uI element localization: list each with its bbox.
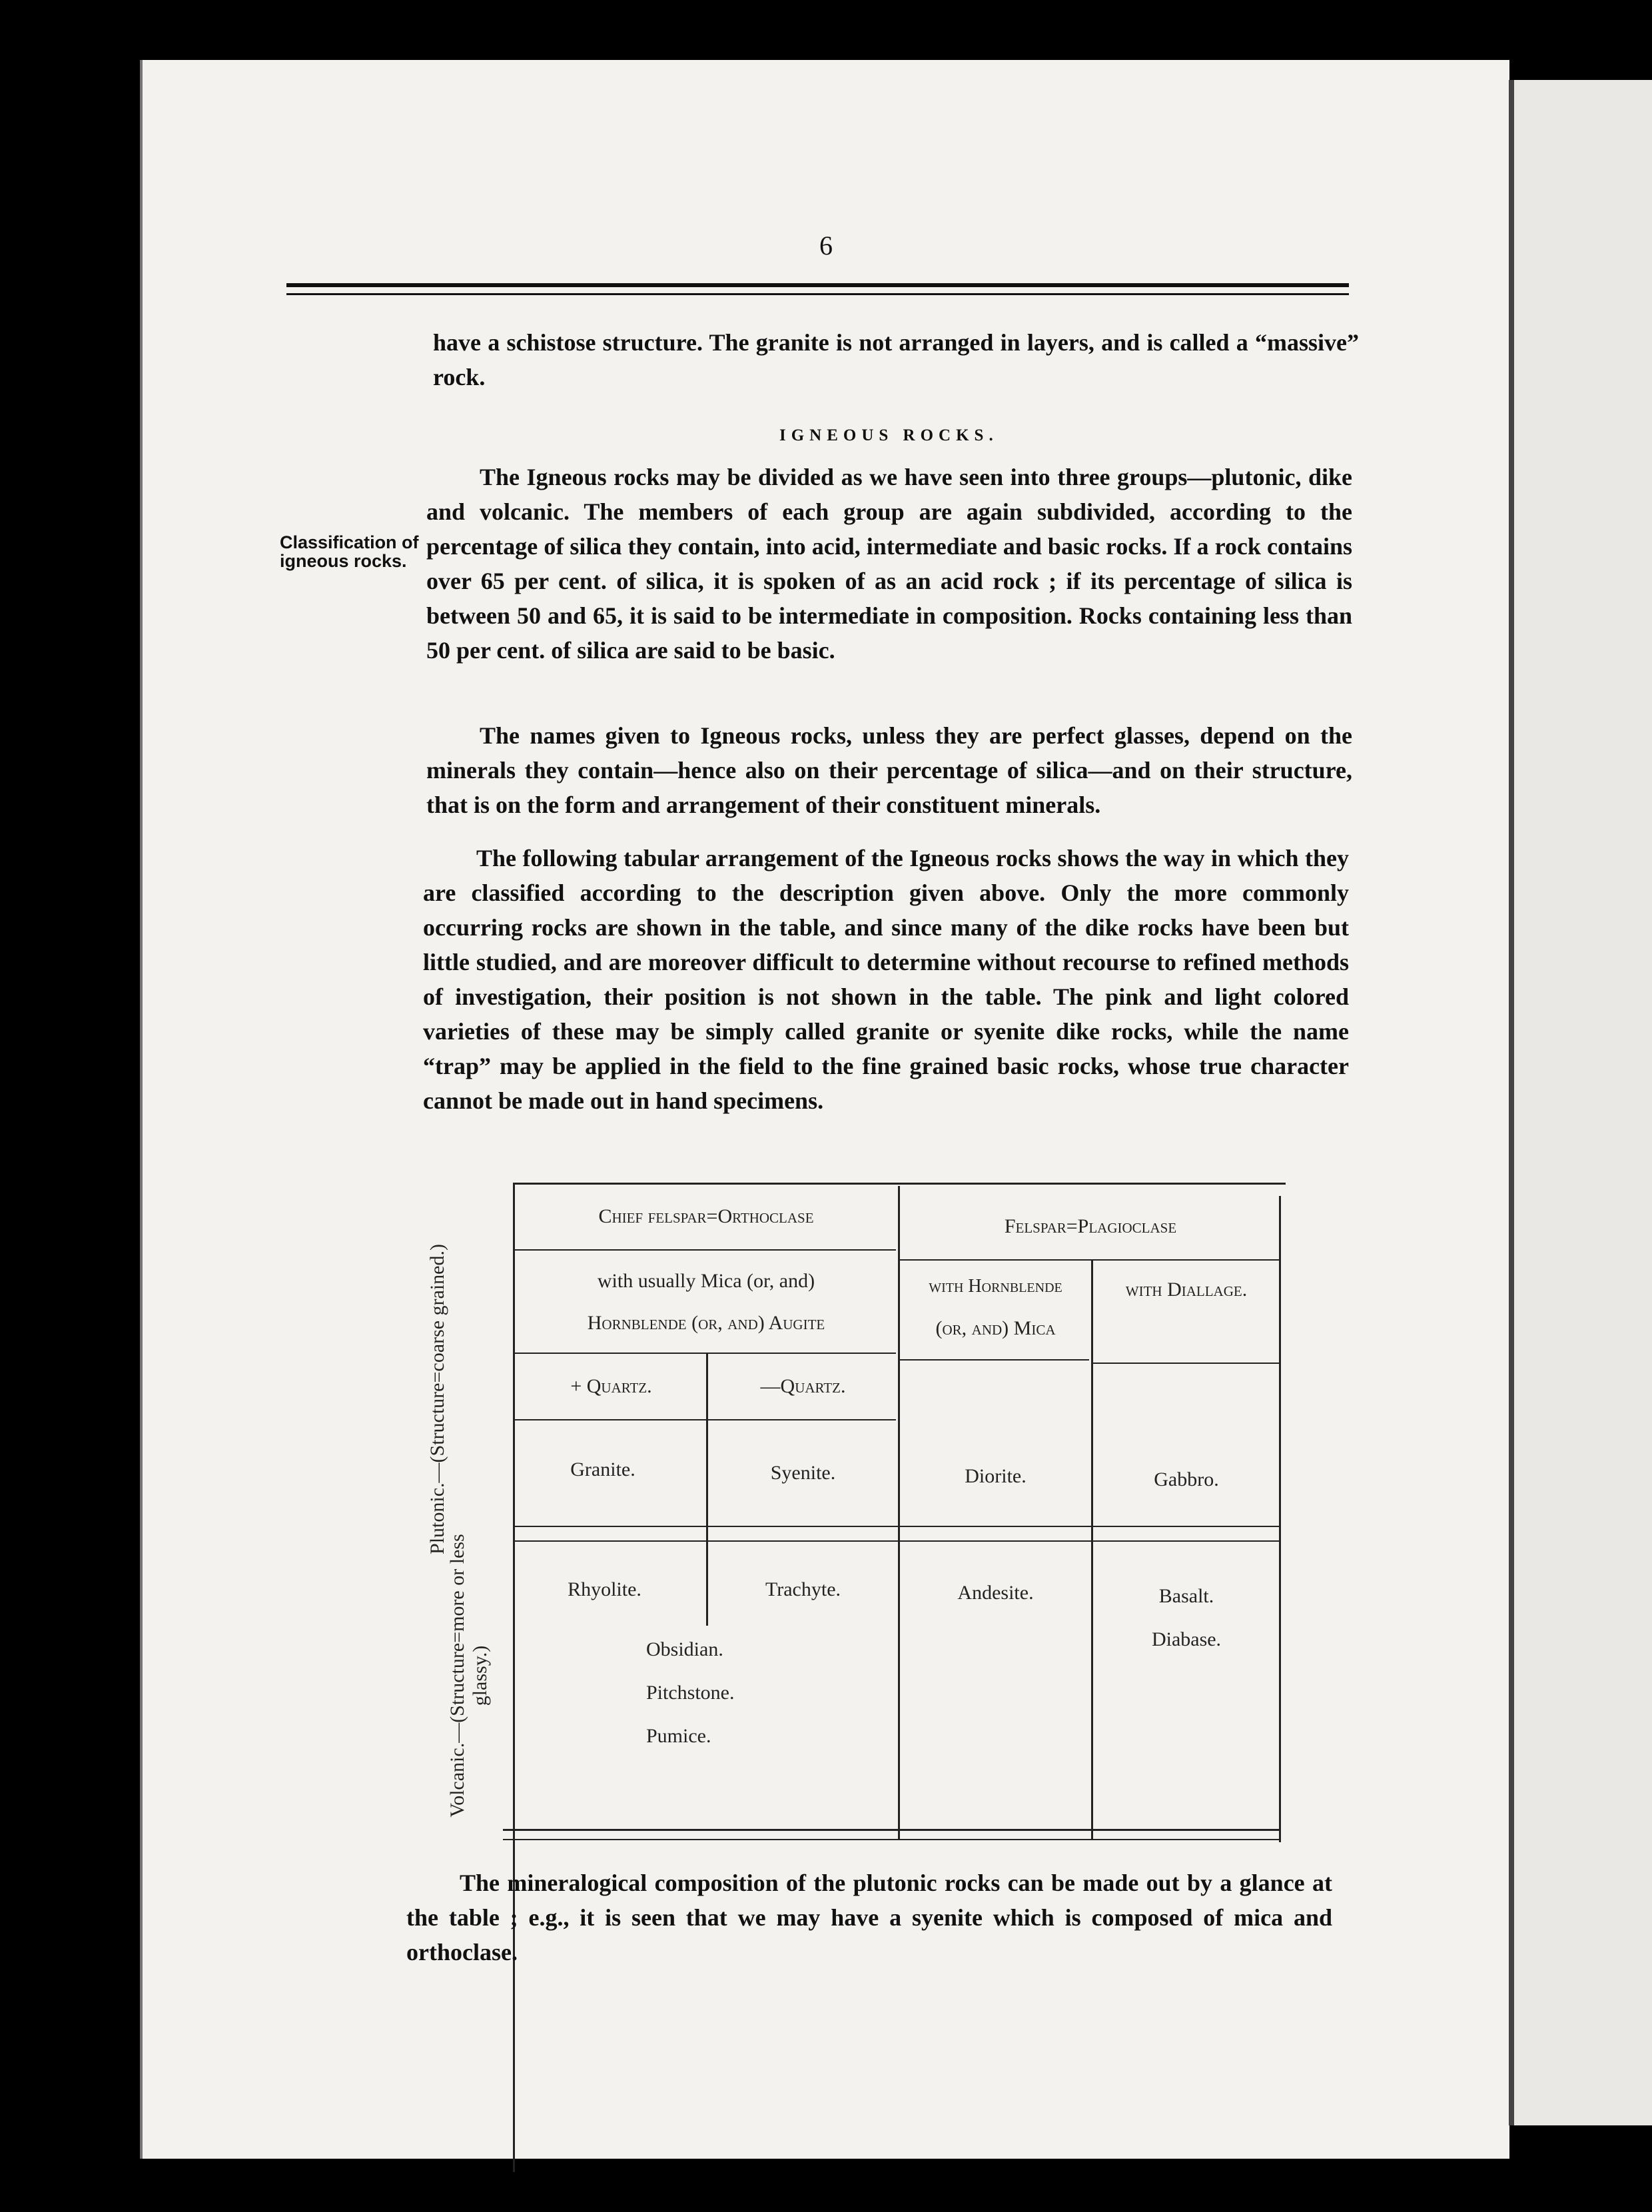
rock-diorite: Diorite. — [965, 1465, 1027, 1487]
rock-obsidian: Obsidian. — [646, 1638, 723, 1660]
rock-syenite: Syenite. — [770, 1462, 836, 1484]
hornblende-line-1: with Hornblende — [929, 1276, 1062, 1297]
table-bottom-border-inner — [503, 1839, 1279, 1840]
rock-trachyte: Trachyte. — [765, 1578, 841, 1600]
rock-pumice: Pumice. — [646, 1725, 711, 1747]
mica-line-1: with usually Mica (or, and) — [597, 1270, 815, 1292]
header-rule-thin — [286, 293, 1349, 295]
hornblende-line-2: (or, and) Mica — [935, 1317, 1056, 1339]
row-line-orthoclase-header — [513, 1249, 896, 1251]
margin-note: Classification of igneous rocks. — [280, 532, 419, 571]
rock-rhyolite: Rhyolite. — [568, 1578, 641, 1600]
row-label-plutonic: Plutonic.—(Structure=coarse grained.) — [426, 1244, 448, 1554]
rock-pitchstone: Pitchstone. — [646, 1682, 735, 1704]
row-line-quartz — [513, 1419, 896, 1420]
paragraph-names: The names given to Igneous rocks, unless they are perfect glasses, depend on the minerals they contain—hence also on their percentage of silica—and on their structure, that is on the form and arrangement of their constituent minerals. — [426, 722, 1352, 818]
row-line-hornblende — [899, 1359, 1089, 1361]
rock-diabase: Diabase. — [1151, 1628, 1222, 1650]
page-number: 6 — [819, 231, 833, 261]
table-left-border — [513, 1183, 515, 2172]
adjacent-page-edge — [1509, 80, 1652, 2125]
plus-quartz: + Quartz. — [570, 1375, 652, 1397]
section-heading: IGNEOUS ROCKS. — [779, 426, 999, 444]
row-line-diallage — [1092, 1363, 1279, 1364]
table-bottom-border — [503, 1829, 1279, 1831]
paragraph-classification: The Igneous rocks may be divided as we have seen into three groups—plutonic, dike and volcanic. The members of each group are again subdivided, according to the percentage of silica they contain, into acid, intermediate and basic rocks. If a rock contains over 65 per cent. of silica, it is spoken of as an acid rock ; if its percentage of silica is between 50 and 65, it is said to be intermediate in composition. Rocks containing less than 50 per cent. of silica are said to be basic. — [426, 464, 1352, 664]
top-paragraph: have a schistose structure. The granite is not arranged in layers, and is called a “massive” rock. — [433, 329, 1359, 390]
rock-gabbro: Gabbro. — [1154, 1468, 1219, 1490]
header-plagioclase: Felspar=Plagioclase — [1004, 1215, 1177, 1237]
paragraph-tabular: The following tabular arrangement of the Igneous rocks shows the way in which they are classified according to the description given above. Only the more commonly occurring rocks are shown in the table, and since many of the dike rocks have been but little studied, and are moreover difficult to determine without recourse to refined methods of investigation, their position is not shown in the table. The pink and light colored varieties of these may be simply called granite or syenite dike rocks, while the name “trap” may be applied in the field to the fine grained basic rocks, whose true character cannot be made out in hand specimens. — [423, 845, 1349, 1114]
closing-paragraph: The mineralogical composition of the plutonic rocks can be made out by a glance at the table ; e.g., it is seen that we may have a syenite which is composed of mica and orthoclase. — [406, 1870, 1332, 1965]
row-label-volcanic: Volcanic.—(Structure=more or less glassy.) — [446, 1534, 491, 1818]
row-line-minerals — [513, 1353, 896, 1354]
mica-line-2: Hornblende (or, and) Augite — [587, 1312, 825, 1334]
table-top-border — [513, 1183, 1286, 1185]
rock-basalt: Basalt. — [1158, 1585, 1214, 1607]
section-separator — [513, 1526, 1279, 1527]
minus-quartz: —Quartz. — [760, 1375, 846, 1397]
column-divider-plagioclase — [1091, 1259, 1093, 1839]
rock-granite: Granite. — [570, 1458, 635, 1480]
column-divider-main — [898, 1186, 900, 1839]
header-orthoclase: Chief felspar=Orthoclase — [598, 1205, 814, 1227]
diallage-header: with Diallage. — [1125, 1279, 1248, 1301]
rock-andesite: Andesite. — [957, 1582, 1034, 1604]
section-separator-inner — [513, 1540, 1279, 1542]
row-line-plagioclase-header — [899, 1259, 1279, 1261]
table-right-border — [1279, 1196, 1281, 1842]
header-rule-thick — [286, 283, 1349, 287]
